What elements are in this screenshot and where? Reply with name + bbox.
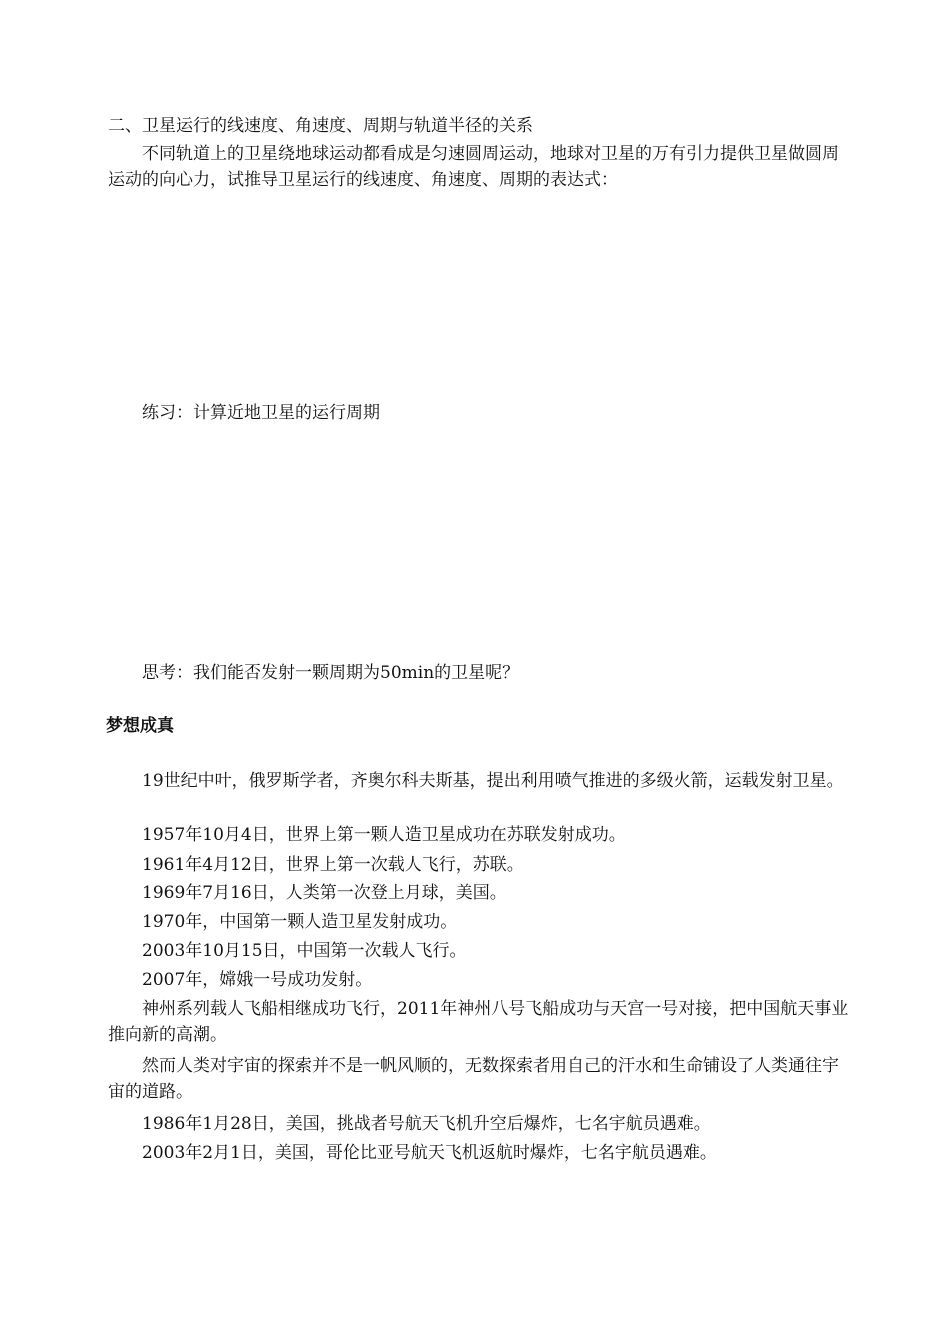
section-heading: 二、卫星运行的线速度、角速度、周期与轨道半径的关系 <box>108 116 533 136</box>
dream-title: 梦想成真 <box>106 716 174 736</box>
history-paragraph: 神州系列载人飞船相继成功飞行，2011年神州八号飞船成功与天宫一号对接，把中国航天事业推向新的高潮。 <box>108 999 849 1045</box>
history-paragraph: 然而人类对宇宙的探索并不是一帆风顺的，无数探索者用自己的汗水和生命铺设了人类通往宇宙的道路。 <box>108 1056 839 1102</box>
history-paragraph: 19世纪中叶，俄罗斯学者，齐奥尔科夫斯基，提出利用喷气推进的多级火箭，运载发射卫星。 <box>142 771 844 791</box>
history-paragraph: 2003年10月15日，中国第一次载人飞行。 <box>142 941 467 961</box>
history-paragraph: 2003年2月1日，美国，哥伦比亚号航天飞机返航时爆炸，七名宇航员遇难。 <box>142 1143 717 1163</box>
history-paragraph: 1961年4月12日，世界上第一次载人飞行，苏联。 <box>142 855 524 875</box>
exercise-prompt: 练习：计算近地卫星的运行周期 <box>142 403 380 423</box>
history-paragraph: 1986年1月28日，美国，挑战者号航天飞机升空后爆炸，七名宇航员遇难。 <box>142 1114 711 1134</box>
history-paragraph: 1969年7月16日，人类第一次登上月球，美国。 <box>142 883 507 903</box>
history-paragraph: 2007年，嫦娥一号成功发射。 <box>142 970 373 990</box>
think-question: 思考：我们能否发射一颗周期为50min的卫星呢？ <box>142 663 520 683</box>
intro-paragraph: 不同轨道上的卫星绕地球运动都看成是匀速圆周运动，地球对卫星的万有引力提供卫星做圆周运动的向心力，试推导卫星运行的线速度、角速度、周期的表达式： <box>108 144 839 190</box>
history-paragraph: 1970年，中国第一颗人造卫星发射成功。 <box>142 912 458 932</box>
history-paragraph: 1957年10月4日，世界上第一颗人造卫星成功在苏联发射成功。 <box>142 825 626 845</box>
